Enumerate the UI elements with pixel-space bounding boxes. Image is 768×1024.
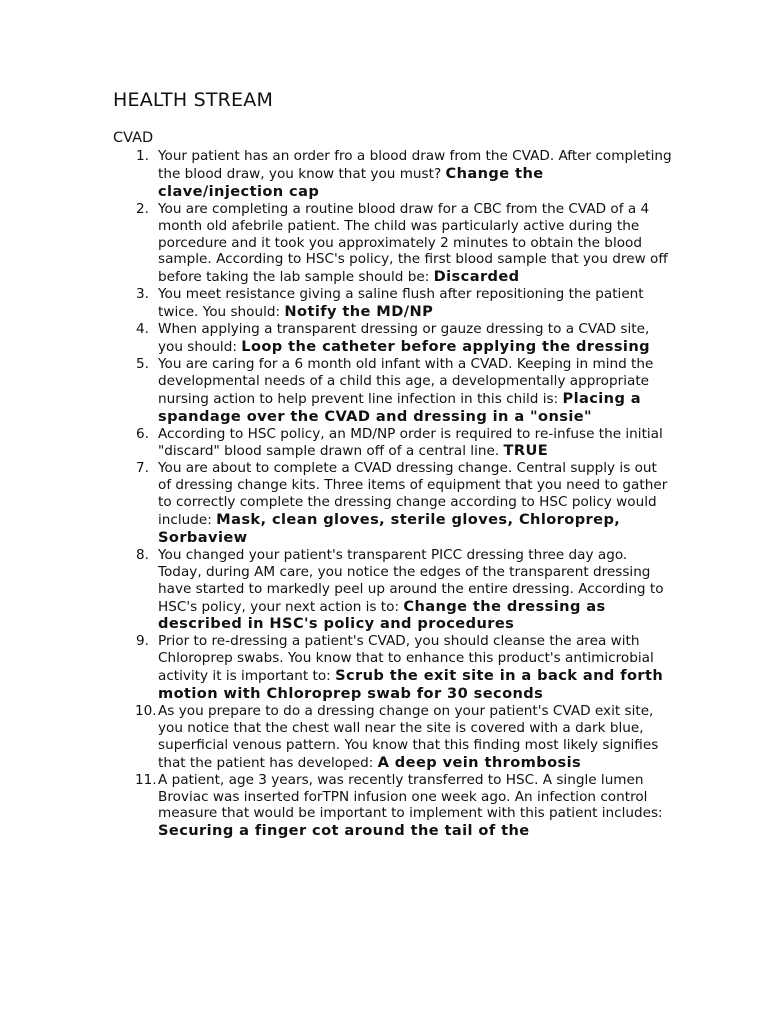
question-number: 9. — [136, 633, 149, 650]
question-item — [113, 201, 673, 287]
question-prompt: As you prepare to do a dressing change on your patient's CVAD exit site, you notice that the chest wall near the site is covered with a dark blue, superficial venous pattern. You know that this finding most likely signifies that the patient has developed: — [158, 703, 659, 771]
question-prompt: When applying a transparent dressing or gauze dressing to a CVAD site, you should: — [158, 321, 650, 355]
question-answer: Placing a spandage over the CVAD and dressing in a "onsie" — [158, 389, 642, 425]
question-prompt: A patient, age 3 years, was recently transferred to HSC. A single lumen Broviac was inserted forTPN infusion one week ago. An infection control measure that would be important to implement with this patient includes: — [158, 771, 663, 822]
question-answer: Change the dressing as described in HSC's policy and procedures — [158, 597, 606, 633]
question-number: 11. — [135, 771, 157, 788]
question-item — [113, 148, 673, 201]
document-title: HEALTH STREAM — [113, 89, 274, 111]
question-item — [113, 633, 673, 703]
question-number: 10. — [135, 703, 157, 719]
question-prompt: You changed your patient's transparent PICC dressing three day ago. Today, during AM care, you notice the edges of the transparent dressing have started to markedly peel up around the entire dressing. According to HSC's policy, your next action is to: — [158, 546, 664, 615]
question-answer: Loop the catheter before applying the dressing — [241, 337, 650, 355]
question-item — [113, 426, 673, 461]
question-prompt: According to HSC policy, an MD/NP order is required to re-infuse the initial "discard" blood sample drawn off of a central line. — [158, 425, 663, 460]
question-item — [113, 286, 673, 321]
question-prompt: You are about to complete a CVAD dressing change. Central supply is out of dressing change kits. Three items of equipment that you need to gather to correctly complete the dressing change according to HSC policy would include: — [158, 460, 668, 529]
question-prompt: You are completing a routine blood draw for a CBC from the CVAD of a 4 month old afebrile patient. The child was particularly active during the porcedure and it took you approximately 2 minutes to obtain the blood sample. According to HSC's policy, the first blood sample that you drew off before taking the lab sample should be: — [158, 200, 668, 286]
question-answer: TRUE — [503, 442, 549, 460]
question-prompt: You meet resistance giving a saline flush after repositioning the patient twice. You should: — [158, 286, 644, 321]
question-prompt: You are caring for a 6 month old infant with a CVAD. Keeping in mind the developmental needs of a child this age, a developmentally appropriate nursing action to help prevent line infection in this child is: — [158, 355, 654, 407]
question-answer: Notify the MD/NP — [284, 303, 434, 321]
question-item — [113, 772, 673, 841]
question-number: 8. — [136, 546, 149, 563]
question-answer: Mask, clean gloves, sterile gloves, Chloroprep, Sorbaview — [158, 511, 621, 546]
question-item — [113, 547, 673, 634]
question-answer: Discarded — [433, 268, 520, 286]
question-answer: A deep vein thrombosis — [377, 753, 582, 771]
question-number: 3. — [136, 286, 149, 303]
question-item — [113, 321, 673, 356]
section-heading: CVAD — [113, 130, 154, 146]
question-number: 4. — [136, 321, 149, 338]
question-list — [113, 148, 673, 840]
question-number: 1. — [136, 148, 149, 164]
question-prompt: Your patient has an order fro a blood draw from the CVAD. After completing the blood draw, you know that you must? — [158, 148, 672, 182]
question-answer: Change the clave/injection cap — [158, 164, 544, 200]
question-answer: Scrub the exit site in a back and forth motion with Chloroprep swab for 30 seconds — [158, 667, 664, 703]
question-number: 5. — [136, 355, 149, 372]
question-item — [113, 460, 673, 547]
question-number: 6. — [136, 425, 149, 442]
question-number: 2. — [136, 200, 149, 217]
question-item — [113, 356, 673, 426]
question-prompt: Prior to re-dressing a patient's CVAD, you should cleanse the area with Chloroprep swabs. You know that to enhance this product's antimicrobial activity it is important to: — [158, 633, 654, 685]
question-answer: Securing a finger cot around the tail of the — [158, 822, 530, 840]
question-item — [113, 703, 673, 772]
question-number: 7. — [136, 460, 149, 477]
